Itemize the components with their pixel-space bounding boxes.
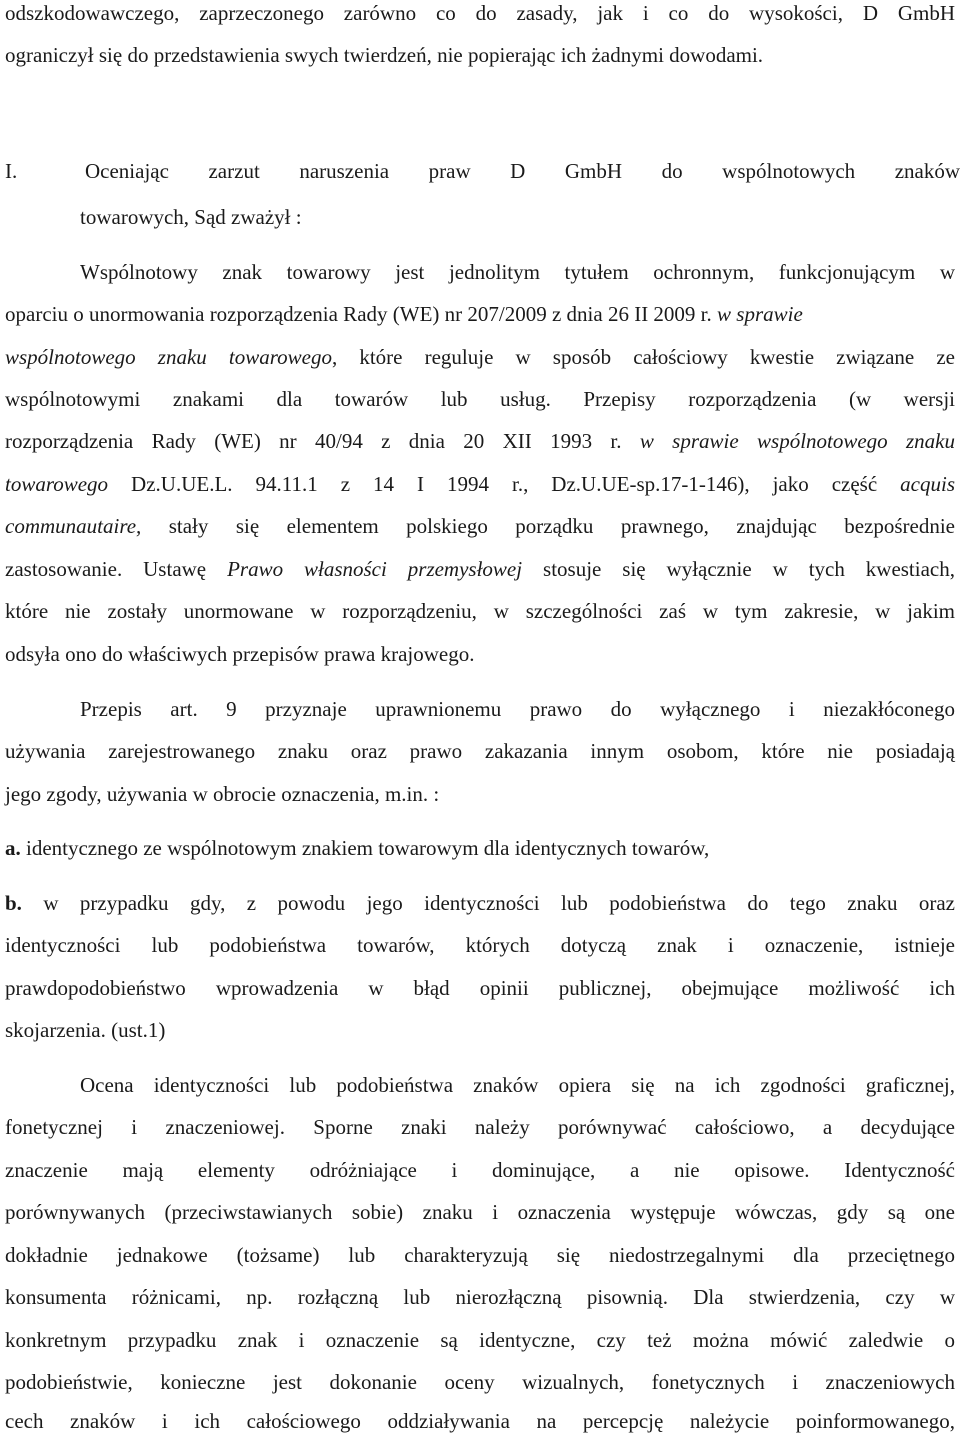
text-span: identyczności lub podobieństwa towarów, których dotyczą znak i oznaczenie, istnieje bbox=[5, 933, 955, 957]
text-span: stosuje się wyłącznie w tych kwestiach, bbox=[522, 557, 955, 581]
text-span: odszkodowawczego, zaprzeczonego zarówno co do zasady, jak i co do wysokości, D GmbH bbox=[5, 1, 955, 25]
text-span: jego zgody, używania w obrocie oznaczenia, m.in. : bbox=[5, 782, 440, 806]
section-title: Oceniając zarzut naruszenia praw D GmbH do wspólnotowych znaków bbox=[85, 159, 960, 183]
italic-span: wspólnotowego znaku towarowego bbox=[5, 345, 332, 369]
text-span: zastosowanie. Ustawę bbox=[5, 557, 228, 581]
paragraph-line bbox=[80, 696, 955, 722]
text-span: konsumenta różnicami, np. rozłączną lub nierozłączną pisownią. Dla stwierdzenia, czy w bbox=[5, 1285, 955, 1309]
paragraph-line bbox=[5, 386, 955, 412]
paragraph-line bbox=[5, 1199, 955, 1225]
section-number: I. bbox=[5, 159, 18, 183]
paragraph-line bbox=[5, 1284, 955, 1310]
section-title-cont bbox=[80, 204, 955, 230]
text-span: cech znaków i ich całościowego oddziaływania na percepcję należycie poinformowanego, bbox=[5, 1409, 955, 1433]
paragraph-line bbox=[5, 1114, 955, 1140]
text-span: towarowych, Sąd zważył : bbox=[80, 205, 302, 229]
list-item-b-cont bbox=[5, 975, 955, 1001]
text-span: , które reguluje w sposób całościowy kwestie związane ze bbox=[331, 345, 955, 369]
paragraph-line bbox=[5, 1242, 955, 1268]
text-span: porównywanych (przeciwstawianych sobie) znaku i oznaczenia występuje wówczas, gdy są one bbox=[5, 1200, 955, 1224]
text-span: prawdopodobieństwo wprowadzenia w błąd opinii publicznej, obejmujące możliwość ich bbox=[5, 976, 955, 1000]
paragraph-line bbox=[5, 598, 955, 624]
text-span: stały się elementem polskiego porządku prawnego, znajdując bezpośrednie bbox=[141, 514, 955, 538]
text-span: Wspólnotowy znak towarowy jest jednolitym tytułem ochronnym, funkcjonującym w bbox=[80, 260, 955, 284]
italic-span: w sprawie wspólnotowego znaku bbox=[639, 429, 956, 453]
text-span: Ocena identyczności lub podobieństwa znaków opiera się na ich zgodności graficznej, bbox=[80, 1073, 955, 1097]
list-item-b-cont bbox=[5, 1017, 955, 1043]
text-span: używania zarejestrowanego znaku oraz prawo zakazania innym osobom, które nie posiadają bbox=[5, 739, 955, 763]
paragraph-line bbox=[5, 428, 955, 454]
paragraph-line bbox=[5, 781, 955, 807]
paragraph-line bbox=[80, 1072, 955, 1098]
text-line bbox=[5, 0, 955, 26]
text-span: Dz.U.UE.L. 94.11.1 z 14 I 1994 r., Dz.U.UE-sp.17-1-146), jako część bbox=[108, 472, 901, 496]
italic-span: Prawo własności przemysłowej bbox=[227, 557, 523, 581]
italic-span: communautaire, bbox=[5, 514, 142, 538]
text-span: skojarzenia. (ust.1) bbox=[5, 1018, 166, 1042]
text-span: podobieństwie, konieczne jest dokonanie oceny wizualnych, fonetycznych i znaczeniowych bbox=[5, 1370, 955, 1394]
paragraph-line bbox=[5, 738, 955, 764]
paragraph-line bbox=[5, 1327, 955, 1353]
text-line bbox=[5, 42, 955, 68]
list-marker: b. bbox=[5, 891, 22, 915]
text-span: oparciu o unormowania rozporządzenia Rady (WE) nr 207/2009 z dnia 26 II 2009 r. bbox=[5, 302, 718, 326]
section-heading bbox=[5, 158, 960, 184]
paragraph-line bbox=[5, 1369, 955, 1395]
list-marker: a. bbox=[5, 836, 21, 860]
italic-span: w sprawie bbox=[717, 302, 803, 326]
text-span: wspólnotowymi znakami dla towarów lub usług. Przepisy rozporządzenia (w wersji bbox=[5, 387, 955, 411]
text-span: ograniczył się do przedstawienia swych twierdzeń, nie popierając ich żadnymi dowodami. bbox=[5, 43, 764, 67]
paragraph-line bbox=[80, 259, 955, 285]
text-span: rozporządzenia Rady (WE) nr 40/94 z dnia 20 XII 1993 r. bbox=[5, 429, 640, 453]
text-span: w przypadku gdy, z powodu jego identyczności lub podobieństwa do tego znaku oraz bbox=[21, 891, 955, 915]
list-item-a bbox=[5, 835, 955, 861]
text-span: konkretnym przypadku znak i oznaczenie są identyczne, czy też można mówić zaledwie o bbox=[5, 1328, 955, 1352]
paragraph-line bbox=[5, 1157, 955, 1183]
list-item-b-cont bbox=[5, 932, 955, 958]
text-span: które nie zostały unormowane w rozporządzeniu, w szczególności zaś w tym zakresie, w jakim bbox=[5, 599, 955, 623]
text-span: identycznego ze wspólnotowym znakiem towarowym dla identycznych towarów, bbox=[20, 836, 710, 860]
text-span: fonetycznej i znaczeniowej. Sporne znaki należy porównywać całościowo, a decydujące bbox=[5, 1115, 955, 1139]
text-span: Przepis art. 9 przyznaje uprawnionemu prawo do wyłącznego i niezakłóconego bbox=[80, 697, 955, 721]
italic-span: acquis bbox=[900, 472, 955, 496]
text-span: dokładnie jednakowe (tożsame) lub charakteryzują się niedostrzegalnymi dla przeciętnego bbox=[5, 1243, 955, 1267]
paragraph-line bbox=[5, 471, 955, 497]
text-span: odsyła ono do właściwych przepisów prawa krajowego. bbox=[5, 642, 475, 666]
text-span: znaczenie mają elementy odróżniające i dominujące, a nie opisowe. Identyczność bbox=[5, 1158, 955, 1182]
paragraph-line bbox=[5, 1408, 955, 1434]
paragraph-line bbox=[5, 641, 955, 667]
paragraph-line bbox=[5, 344, 955, 370]
list-item-b bbox=[5, 890, 955, 916]
paragraph-line bbox=[5, 556, 955, 582]
italic-span: towarowego bbox=[5, 472, 109, 496]
paragraph-line bbox=[5, 513, 955, 539]
paragraph-line bbox=[5, 301, 955, 327]
